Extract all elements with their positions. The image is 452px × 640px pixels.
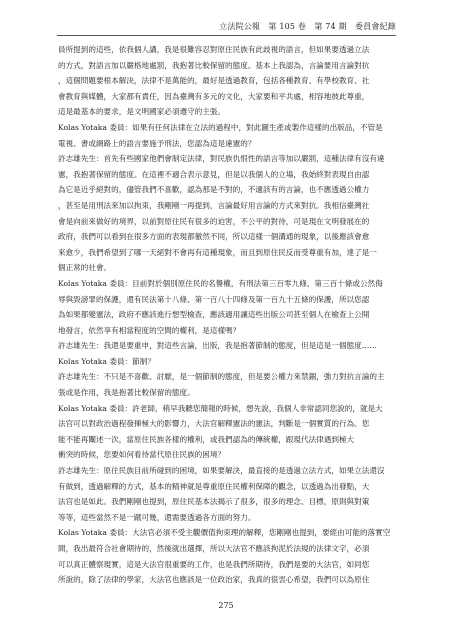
text-line: 憲，我抱著保留的態度。在這裡不適合表示意見，但是以我個人的立場，我始終對表現自由認 bbox=[58, 169, 370, 179]
text-line: 員所提到的這些，依我個人講，我是很難容忍對原住民族有此歧視的語言，但如果要透過立法 bbox=[58, 45, 370, 54]
text-line: 能不能再闡述一次，當原住民族各樣的權利，或我們認為的傳統權，跟現代法律遇到極大 bbox=[58, 434, 355, 444]
text-line: 電視、書或網路上的語言要施予刑法，您認為這是違憲的？ bbox=[58, 138, 256, 148]
text-line: 會教育與媒體，大家都有責任，因為臺灣有多元的文化，大家要和平共處，相容地彼此尊重， bbox=[58, 91, 370, 101]
text-line: 為它是近乎絕對的，儘管我們不喜歡，認為那是不對的，不適該有的言論，也不應透過公權力 bbox=[58, 185, 370, 195]
text-line: 許志雄先生：首先有些國家他們會制定法律，對民族仇恨性的語言等加以嚴罰，這種法律有沒有違 bbox=[58, 154, 385, 164]
text-line: ，這個問題要根本解決，法律不是萬能的，最好是透過教育，包括各種教育、有學校教育、社 bbox=[58, 76, 370, 86]
text-line: 法官也是如此。我們剛剛也提到，原住民基本法揭示了很多，很多的理念、目標，原則與對策 bbox=[58, 497, 370, 507]
text-line: 許志雄先生：不只是不喜歡、討厭，是一個節制的態度，但是要公權力來禁錮，強力對抗言論的主 bbox=[58, 372, 385, 382]
text-line: 個正常的社會。 bbox=[58, 263, 112, 273]
text-line: 這是最基本的要求，是文明國家必須遵守的主張。 bbox=[58, 107, 226, 117]
text-line: 為如果都變憲法，政府不應該進行想型檢查，應該適用讓這些出版公司甚至個人在檢查上公開 bbox=[58, 310, 370, 320]
text-line: 許志雄先生：我還是要重申，對這些言論，出版，我是抱著節制的態度，但是這是一個態度…… bbox=[58, 341, 377, 351]
text-line: 會是向前來做好的境界，以前對原住民有很多的迫害，不公平的對待，可是現在文明發展在的 bbox=[58, 216, 370, 226]
text-line: 有做到，透過解釋的方式，基本的精神就是尊重原住民權利保障的觀念，以透過為出發點，大 bbox=[58, 481, 370, 491]
header-rule bbox=[57, 35, 396, 36]
text-line: 所說的，除了法律的學家，大法官也應該是一位政治家，我真的很衷心希望，我們可以為原住 bbox=[58, 575, 370, 585]
body-text bbox=[58, 42, 396, 588]
text-line: 許志雄先生：原住民族目前所碰到的困境，如果要解決，最直接的是透過立法方式，如果立法還沒 bbox=[58, 466, 385, 476]
text-line: Kolas Yotaka 委員：許老師，稍早我聽您簡報的時候，想先說，我個人非常認同您說的，就是大 bbox=[58, 403, 383, 413]
page-number: 275 bbox=[218, 601, 234, 610]
text-line: 可以真正體察現實，這是大法官很重要的工作，也是我們所期待，我們是要的大法官，如同您 bbox=[58, 559, 370, 569]
text-line: 法官可以對政治過程發揮極大的影響力，大法官解釋憲法的憲法，判斷是一個實質的行為。您 bbox=[58, 419, 370, 429]
text-line: 的方式，對語言加以嚴格地處罰，我抱著比較保留的態度。基本上我認為，言論要用言論對抗 bbox=[58, 60, 370, 70]
text-line: Kolas Yotaka 委員：如果有任何法律在立法的過程中，對此圖生產或製作這樣的出版品，不管是 bbox=[58, 122, 383, 132]
text-line: 等等，這些當然不是一蹴可幾，還需要透過各方面的努力。 bbox=[58, 512, 256, 522]
text-line: Kolas Yotaka 委員：節制？ bbox=[58, 356, 155, 366]
text-line: 政府，我們可以看到在很多方面的表現都徹然不同，所以這樣一個溝通的現象，以後應該會愈 bbox=[58, 232, 370, 242]
text-line: Kolas Yotaka 委員：目前對於個別原住民的名譽權，有刑法第三百零九條、第三百十條或公然侮 bbox=[58, 278, 383, 288]
text-line: 張或是作用，我是抱著比較保留的態度。 bbox=[58, 388, 195, 398]
text-line: ，甚至是用刑法來加以拘束，我剛剛一再提到，言論最好用言論的方式來對抗。我相信臺灣社 bbox=[58, 200, 370, 210]
text-line: 地發言，依然享有相當程度的空間的權利，是這樣嗎？ bbox=[58, 325, 241, 335]
text-line: Kolas Yotaka 委員：大法官必須不受主觀價值拘束理的解釋，您剛剛也提到，要經由可能的落實空 bbox=[58, 528, 391, 538]
text-line: 衝突的時候，您要如何看待當代原住民族的困境？ bbox=[58, 450, 226, 460]
text-line: 辱與毀謗罪的保護，還有民法第十八條、第一百八十四條及第一百九十五條的保護，所以您認 bbox=[58, 294, 370, 304]
text-line: 間，我出最符合社會期待的，然後就出選擇，所以大法官不應該拘泥於法規的法律文字，必須 bbox=[58, 544, 370, 553]
text-line: 來愈少，我們希望到了哪一天絕對不會再有這種現象，而且到原住民反而受尊重有加，達了是一 bbox=[58, 247, 377, 257]
page-header: 立法院公報 第 105 卷 第 74 期 委員會紀錄 bbox=[219, 22, 396, 31]
